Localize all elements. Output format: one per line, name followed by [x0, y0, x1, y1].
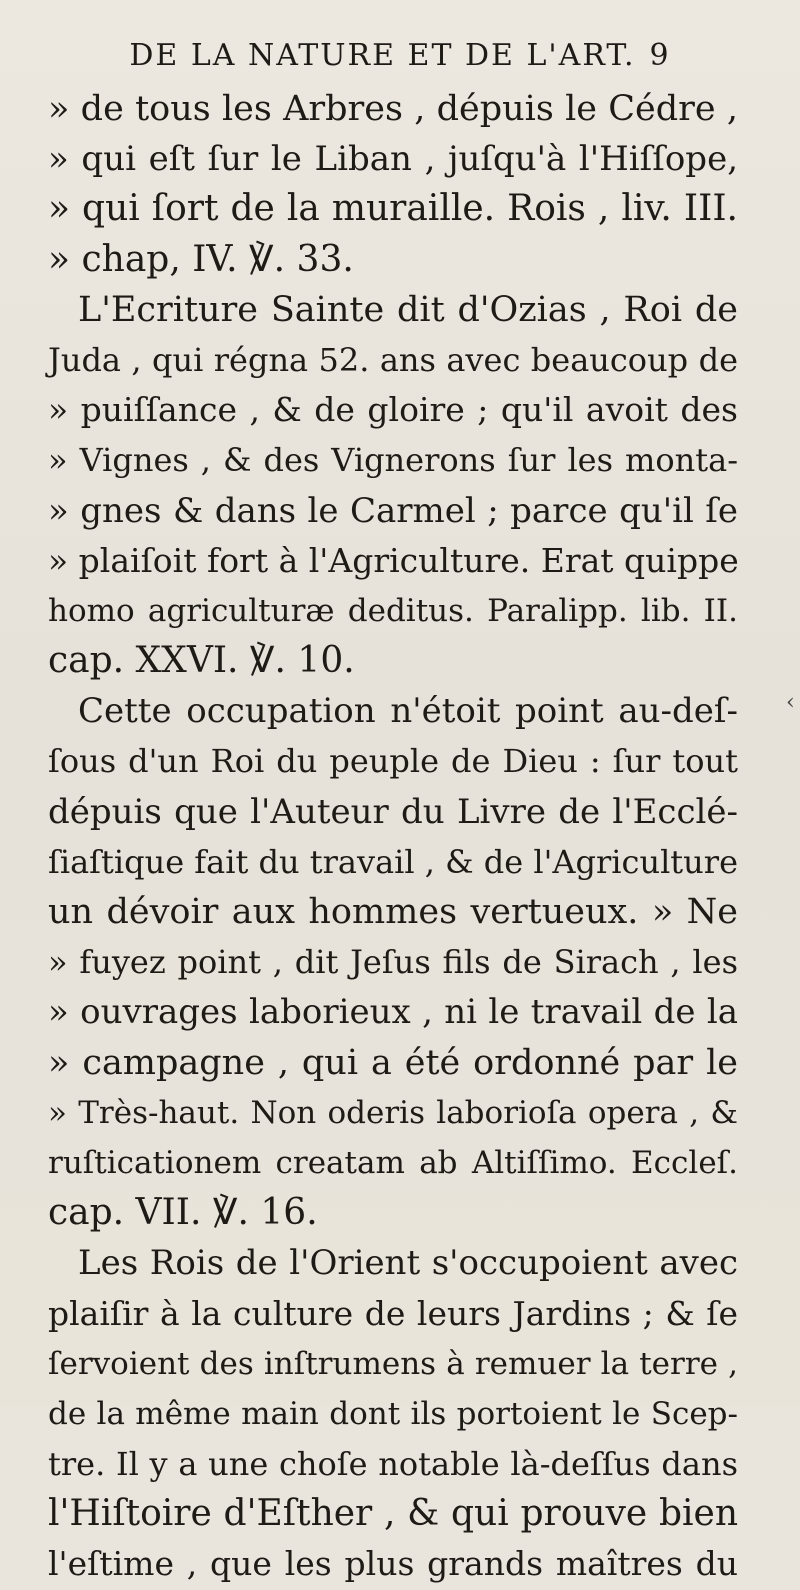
text-line: Les Rois de l'Orient s'occupoient avec: [78, 1243, 738, 1284]
text-line: » campagne , qui a été ordonné par le: [48, 1042, 738, 1083]
body-text: [48, 84, 738, 1590]
text-line: de la même main dont ils portoient le Scep-: [48, 1395, 738, 1432]
text-line: » chap, IV. ℣. 33.: [48, 238, 354, 280]
text-line: ſous d'un Roi du peuple de Dieu : ſur tout: [48, 742, 738, 781]
text-line: » de tous les Arbres , dépuis le Cédre ,: [48, 89, 738, 129]
text-line: » ouvrages laborieux , ni le travail de la: [48, 992, 738, 1033]
margin-mark: ‹: [786, 690, 795, 715]
text-line: dépuis que l'Auteur du Livre de l'Ecclé-: [48, 791, 738, 832]
text-line: homo agriculturæ deditus. Paralipp. lib. II.: [48, 592, 738, 629]
page-number: 9: [649, 38, 671, 73]
text-line: l'eſtime , que les plus grands maîtres du: [48, 1544, 738, 1584]
running-title: DE LA NATURE ET DE L'ART.: [129, 38, 636, 73]
text-line: un dévoir aux hommes vertueux. » Ne: [48, 892, 738, 932]
text-line: » qui eſt ſur le Liban , juſqu'à l'Hiſſope,: [48, 139, 738, 180]
text-line: Juda , qui régna 52. ans avec beaucoup de: [48, 340, 738, 379]
text-line: plaiſir à la culture de leurs Jardins ; & ſe: [48, 1293, 738, 1333]
text-line: ruſticationem creatam ab Altiſſimo. Eccleſ.: [48, 1144, 738, 1181]
text-line: » Vignes , & des Vignerons ſur les monta-: [48, 441, 738, 480]
text-line: tre. Il y a une choſe notable là-deſſus dans: [48, 1445, 738, 1484]
text-line: cap. XXVI. ℣. 10.: [48, 640, 355, 682]
text-line: ſervoient des inſtrumens à remuer la terre ,: [48, 1345, 738, 1382]
text-line: cap. VII. ℣. 16.: [48, 1192, 318, 1234]
text-line: » gnes & dans le Carmel ; parce qu'il ſe: [48, 490, 738, 531]
text-line: Cette occupation n'étoit point au-deſ-: [78, 691, 738, 732]
text-line: » puiſſance , & de gloire ; qu'il avoit des: [48, 390, 738, 430]
text-line: » plaiſoit fort à l'Agriculture. Erat quippe: [48, 540, 739, 580]
text-line: ſiaſtique fait du travail , & de l'Agriculture: [48, 842, 738, 881]
text-line: l'Hiſtoire d'Eſther , & qui prouve bien: [48, 1493, 738, 1535]
text-line: » Très-haut. Non oderis laborioſa opera , &: [48, 1094, 738, 1131]
text-line: » qui ſort de la muraille. Rois , liv. III.: [48, 188, 738, 230]
text-line: » fuyez point , dit Jeſus fils de Sirach , les: [48, 943, 738, 982]
running-header: [0, 38, 800, 73]
text-line: L'Ecriture Sainte dit d'Ozias , Roi de: [78, 289, 738, 330]
